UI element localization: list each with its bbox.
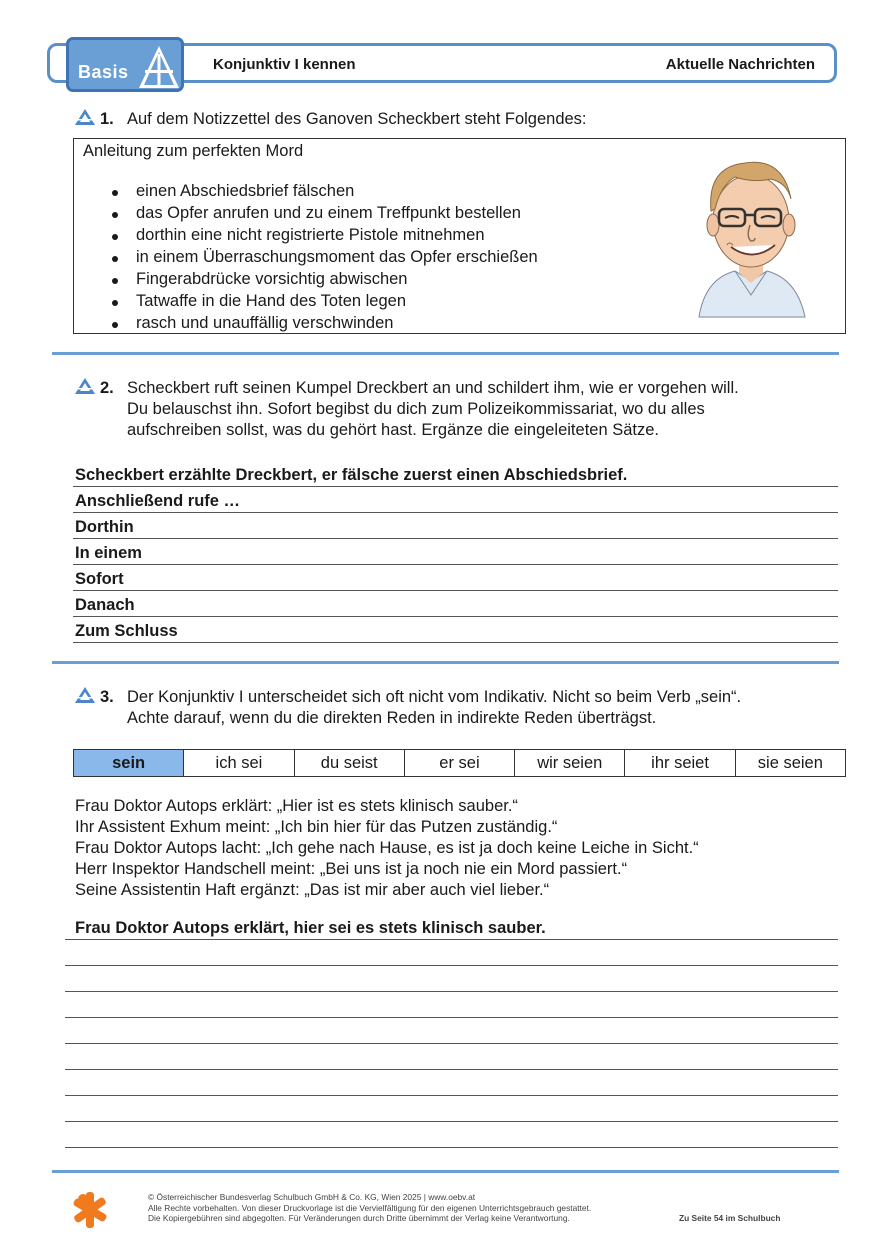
answer-prompt: Danach: [75, 596, 135, 614]
answer-line[interactable]: [65, 1121, 838, 1122]
answer-prompt: In einem: [75, 544, 142, 562]
quote-line: Ihr Assistent Exhum meint: „Ich bin hier für das Putzen zuständig.“: [75, 818, 558, 836]
list-item: Fingerabdrücke vorsichtig abwischen: [74, 270, 538, 292]
task-3-text: Der Konjunktiv I unterscheidet sich oft nicht vom Indikativ. Nicht so beim Verb „sein“. Achte darauf, wenn du die direkten Reden in indirekte Reden überträgst.: [127, 688, 742, 727]
note-title: Anleitung zum perfekten Mord: [83, 142, 304, 160]
answer-line[interactable]: [73, 512, 838, 513]
task-3-number: 3.: [100, 688, 114, 706]
table-cell: ich sei: [184, 750, 294, 777]
answer-line[interactable]: [73, 590, 838, 591]
answer-line[interactable]: [65, 1095, 838, 1096]
list-item: dorthin eine nicht registrierte Pistole mitnehmen: [74, 226, 538, 248]
answer-line[interactable]: [73, 616, 838, 617]
note-list: [74, 182, 538, 336]
list-item: in einem Überraschungsmoment das Opfer erschießen: [74, 248, 538, 270]
basis-badge: [66, 37, 184, 92]
oebv-logo-icon: [70, 1190, 110, 1230]
answer-example: Frau Doktor Autops erklärt, hier sei es stets klinisch sauber.: [75, 919, 546, 937]
answer-line[interactable]: [73, 486, 838, 487]
basis-label: Basis: [78, 62, 129, 82]
note-box: [73, 138, 846, 334]
answer-line[interactable]: [65, 1069, 838, 1070]
answer-line[interactable]: [73, 564, 838, 565]
table-cell: ihr seiet: [625, 750, 735, 777]
level-triangle-icon: [137, 44, 181, 90]
list-item: Tatwaffe in die Hand des Toten legen: [74, 292, 538, 314]
task-1-text: Auf dem Notizzettel des Ganoven Scheckbert steht Folgendes:: [127, 110, 587, 128]
quote-line: Seine Assistentin Haft ergänzt: „Das ist mir aber auch viel lieber.“: [75, 881, 550, 899]
task-2-number: 2.: [100, 379, 114, 397]
task-1-number: 1.: [100, 110, 114, 128]
table-cell: wir seien: [515, 750, 625, 777]
table-row: [74, 750, 846, 777]
footer-page-ref: Zu Seite 54 im Schulbuch: [679, 1213, 781, 1223]
quote-line: Frau Doktor Autops erklärt: „Hier ist es stets klinisch sauber.“: [75, 797, 518, 815]
quote-line: Frau Doktor Autops lacht: „Ich gehe nach Hause, es ist ja doch keine Leiche in Sicht.“: [75, 839, 699, 857]
table-cell: er sei: [404, 750, 514, 777]
conjugation-table: [73, 749, 846, 777]
answer-prompt: Anschließend rufe …: [75, 492, 241, 510]
answer-line[interactable]: [65, 991, 838, 992]
table-header-cell: sein: [74, 750, 184, 777]
answer-line[interactable]: [73, 538, 838, 539]
section-divider: [52, 352, 839, 355]
task-2-text: Scheckbert ruft seinen Kumpel Dreckbert an und schildert ihm, wie er vorgehen will. Du belauschst ihn. Sofort begibst du dich zum Polizeikommissariat, wo du alles aufschreiben sollst, was du gehört hast. Ergänze die eingeleiteten Sätze.: [127, 379, 739, 439]
direct-speech-quotes: [75, 797, 699, 902]
quote-line: Herr Inspektor Handschell meint: „Bei uns ist ja noch nie ein Mord passiert.“: [75, 860, 628, 878]
answer-line[interactable]: [65, 939, 838, 940]
table-cell: sie seien: [735, 750, 845, 777]
answer-prompt: Sofort: [75, 570, 124, 588]
unit-title: Aktuelle Nachrichten: [665, 56, 815, 73]
list-item: rasch und unauffällig verschwinden: [74, 314, 538, 336]
section-divider: [52, 661, 839, 664]
level-pyramid-icon: [74, 108, 96, 126]
answer-line[interactable]: [65, 1147, 838, 1148]
section-divider: [52, 1170, 839, 1173]
answer-line[interactable]: [65, 1043, 838, 1044]
answer-line[interactable]: [73, 642, 838, 643]
answer-example: Scheckbert erzählte Dreckbert, er fälsche zuerst einen Abschiedsbrief.: [75, 466, 628, 484]
answer-prompt: Dorthin: [75, 518, 134, 536]
table-cell: du seist: [294, 750, 404, 777]
footer-copyright: © Österreichischer Bundesverlag Schulbuch GmbH & Co. KG, Wien 2025 | www.oebv.at Alle Rechte vorbehalten. Von dieser Druckvorlage ist die Vervielfältigung für den eigenen Unterrichtsgebrauch gestattet. Die Kopiergebühren sind abgegolten. Für Veränderungen durch Dritte übernimmt der Verlag keine Verantwortung.: [148, 1192, 592, 1223]
worksheet-title: Konjunktiv I kennen: [213, 56, 356, 73]
list-item: das Opfer anrufen und zu einem Treffpunkt bestellen: [74, 204, 538, 226]
level-pyramid-icon: [74, 686, 96, 704]
list-item: einen Abschiedsbrief fälschen: [74, 182, 538, 204]
answer-prompt: Zum Schluss: [75, 622, 178, 640]
level-pyramid-icon: [74, 377, 96, 395]
answer-line[interactable]: [65, 1017, 838, 1018]
cartoon-portrait: [691, 149, 811, 319]
answer-line[interactable]: [65, 965, 838, 966]
